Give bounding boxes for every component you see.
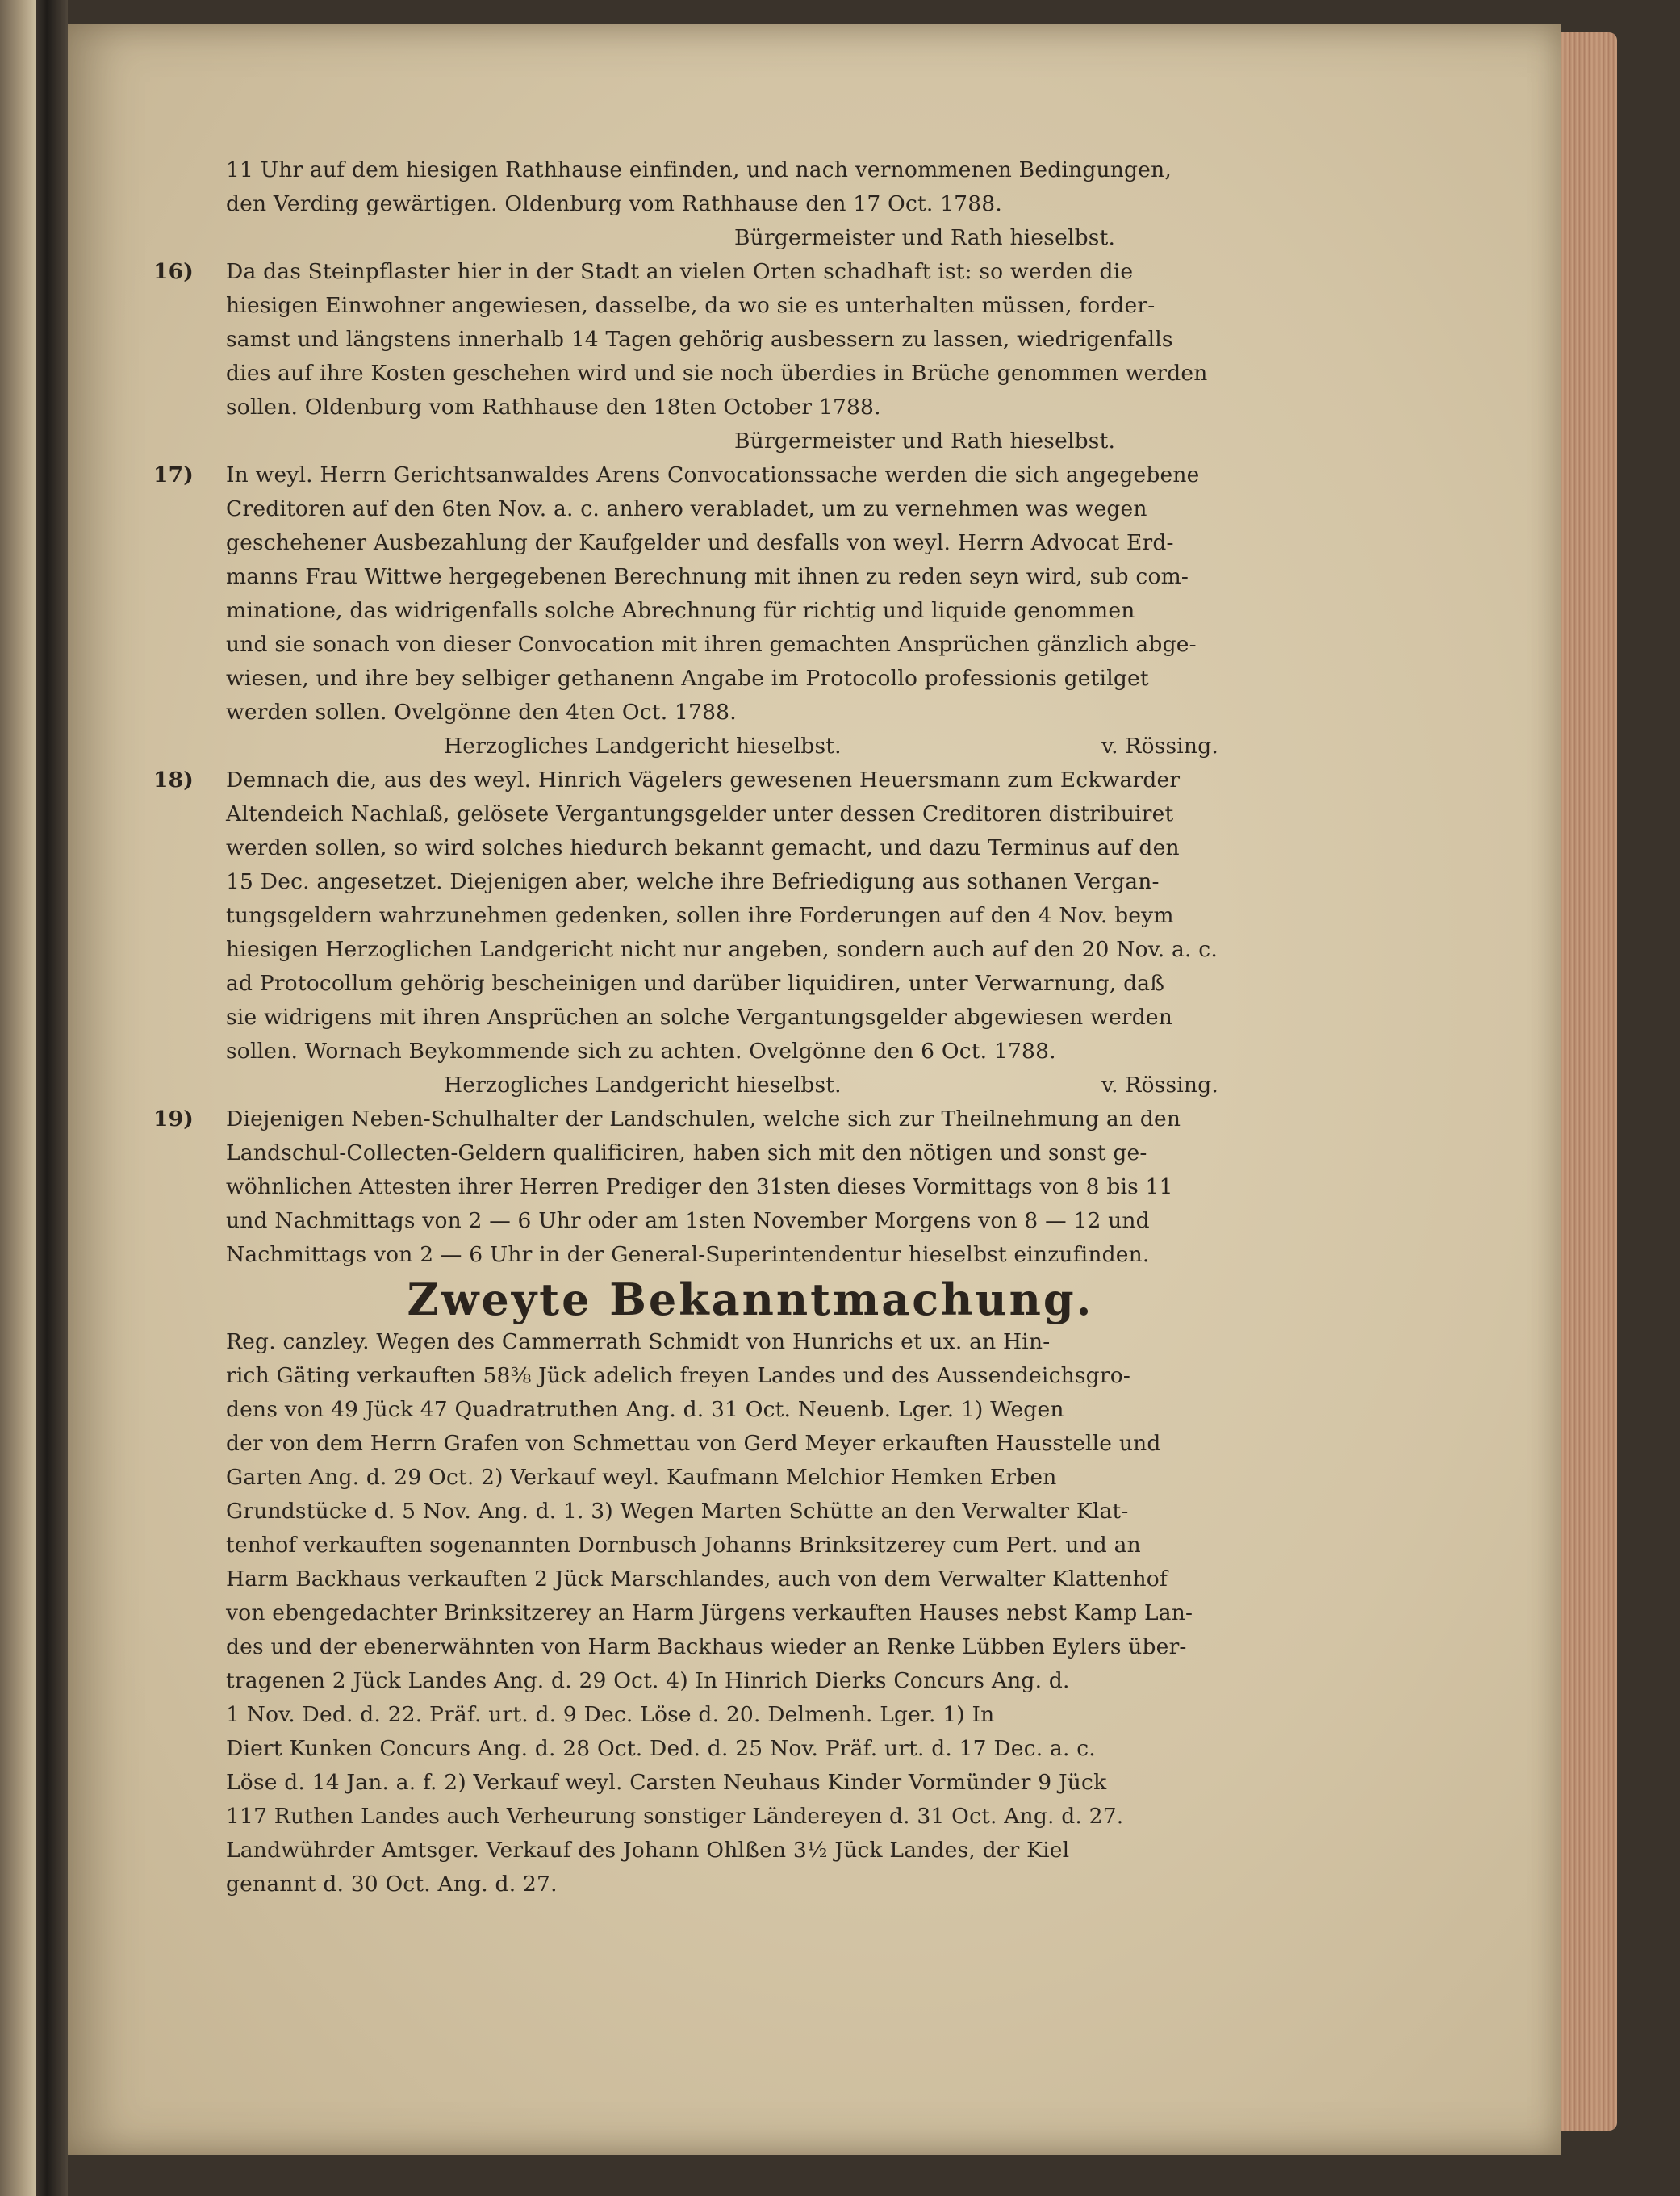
text-line: Garten Ang. d. 29 Oct. 2) Verkauf weyl. Kaufmann Melchior Hemken Erben: [226, 1465, 1057, 1490]
text-line: und sie sonach von dieser Convocation mit ihren gemachten Ansprüchen gänzlich abge-: [226, 632, 1197, 657]
text-line: sie widrigens mit ihren Ansprüchen an solche Vergantungsgelder abgewiesen werden: [226, 1005, 1173, 1030]
text-line: manns Frau Wittwe hergegebenen Berechnung mit ihnen zu reden seyn wird, sub com-: [226, 564, 1189, 589]
signature-line: [153, 1069, 1348, 1102]
line-text: In weyl. Herrn Gerichtsanwaldes Arens Convocationssache werden die sich angegebene: [226, 462, 1200, 487]
text-line: dies auf ihre Kosten geschehen wird und sie noch überdies in Brüche genommen werden: [226, 361, 1208, 386]
text-line: geschehener Ausbezahlung der Kaufgelder und desfalls von weyl. Herrn Advocat Erd-: [226, 530, 1174, 555]
paragraph-number: 17): [153, 462, 194, 487]
text-line: Löse d. 14 Jan. a. f. 2) Verkauf weyl. Carsten Neuhaus Kinder Vormünder 9 Jück: [226, 1770, 1107, 1795]
text-line: genannt d. 30 Oct. Ang. d. 27.: [226, 1872, 558, 1897]
line-text: Demnach die, aus des weyl. Hinrich Vägelers gewesenen Heuersmann zum Eckwarder: [226, 768, 1181, 793]
text-line: dens von 49 Jück 47 Quadratruthen Ang. d. 31 Oct. Neuenb. Lger. 1) Wegen: [226, 1397, 1064, 1422]
text-line: 11 Uhr auf dem hiesigen Rathhause einfinden, und nach vernommenen Bedingungen,: [226, 157, 1172, 182]
text-line: von ebengedachter Brinksitzerey an Harm Jürgens verkauften Hauses nebst Kamp Lan-: [226, 1600, 1193, 1625]
text-line: Nachmittags von 2 — 6 Uhr in der General-Superintendentur hieselbst einzufinden.: [226, 1242, 1150, 1267]
text-line: Creditoren auf den 6ten Nov. a. c. anhero verabladet, um zu vernehmen was wegen: [226, 496, 1147, 521]
text-line: sollen. Wornach Beykommende sich zu achten. Ovelgönne den 6 Oct. 1788.: [226, 1039, 1056, 1064]
text-line: den Verding gewärtigen. Oldenburg vom Rathhause den 17 Oct. 1788.: [226, 191, 1002, 216]
signature-name: v. Rössing.: [1101, 734, 1218, 759]
text-line: des und der ebenerwähnten von Harm Backhaus wieder an Renke Lübben Eylers über-: [226, 1634, 1187, 1659]
text-line: sollen. Oldenburg vom Rathhause den 18ten October 1788.: [226, 395, 881, 420]
text-line: Harm Backhaus verkauften 2 Jück Marschlandes, auch von dem Verwalter Klattenhof: [226, 1566, 1168, 1592]
text-line: Landschul-Collecten-Geldern qualificiren, haben sich mit den nötigen und sonst ge-: [226, 1140, 1147, 1165]
text-line: minatione, das widrigenfalls solche Abrechnung für richtig und liquide genommen: [226, 598, 1135, 623]
text-line: tenhof verkauften sogenannten Dornbusch Johanns Brinksitzerey cum Pert. und an: [226, 1533, 1141, 1558]
facing-page-edge: [0, 0, 36, 2196]
text-line: werden sollen, so wird solches hiedurch bekannt gemacht, und dazu Terminus auf den: [226, 835, 1180, 860]
text-line: Diert Kunken Concurs Ang. d. 28 Oct. Ded. d. 25 Nov. Präf. urt. d. 17 Dec. a. c.: [226, 1736, 1096, 1761]
text-line: hiesigen Herzoglichen Landgericht nicht nur angeben, sondern auch auf den 20 Nov. a. c.: [226, 937, 1218, 962]
text-line: samst und längstens innerhalb 14 Tagen gehörig ausbessern zu lassen, wiedrigenfalls: [226, 327, 1173, 352]
page-text: [153, 153, 1348, 1901]
page-stack-edge: [1561, 32, 1617, 2131]
line-text: Da das Steinpflaster hier in der Stadt an vielen Orten schadhaft ist: so werden die: [226, 259, 1134, 284]
text-line: 15 Dec. angesetzet. Diejenigen aber, welche ihre Befriedigung aus sothanen Vergan-: [226, 869, 1160, 894]
text-line: [153, 458, 1348, 492]
line-text: Diejenigen Neben-Schulhalter der Landschulen, welche sich zur Theilnehmung an den: [226, 1106, 1181, 1131]
text-line: [153, 255, 1348, 289]
text-line: rich Gäting verkauften 58⅜ Jück adelich freyen Landes und des Aussendeichsgro-: [226, 1363, 1131, 1388]
text-line: tragenen 2 Jück Landes Ang. d. 29 Oct. 4) In Hinrich Dierks Concurs Ang. d.: [226, 1668, 1070, 1693]
text-line: Landwührder Amtsger. Verkauf des Johann Ohlßen 3½ Jück Landes, der Kiel: [226, 1838, 1070, 1863]
paragraph-number: 18): [153, 768, 194, 793]
text-line: wiesen, und ihre bey selbiger gethanenn Angabe im Protocollo professionis getilget: [226, 666, 1149, 691]
signature-authority: Herzogliches Landgericht hieselbst.: [444, 1073, 842, 1098]
paragraph-number: 19): [153, 1106, 194, 1131]
text-line: wöhnlichen Attesten ihrer Herren Prediger den 31sten dieses Vormittags von 8 bis 11: [226, 1174, 1173, 1199]
text-line: und Nachmittags von 2 — 6 Uhr oder am 1sten November Morgens von 8 — 12 und: [226, 1208, 1150, 1233]
text-line: der von dem Herrn Grafen von Schmettau von Gerd Meyer erkauften Hausstelle und: [226, 1431, 1161, 1456]
text-line: werden sollen. Ovelgönne den 4ten Oct. 1788.: [226, 700, 737, 725]
signature-line: Bürgermeister und Rath hieselbst.: [734, 225, 1116, 250]
signature-line: [153, 730, 1348, 763]
signature-authority: Herzogliches Landgericht hieselbst.: [444, 734, 842, 759]
text-line: Altendeich Nachlaß, gelösete Vergantungsgelder unter dessen Creditoren distribuiret: [226, 801, 1174, 826]
book-gutter: [36, 0, 68, 2196]
text-line: Reg. canzley. Wegen des Cammerrath Schmidt von Hunrichs et ux. an Hin-: [226, 1329, 1051, 1354]
text-line: ad Protocollum gehörig bescheinigen und darüber liquidiren, unter Verwarnung, daß: [226, 971, 1165, 996]
text-line: 117 Ruthen Landes auch Verheurung sonstiger Ländereyen d. 31 Oct. Ang. d. 27.: [226, 1804, 1124, 1829]
text-line: hiesigen Einwohner angewiesen, dasselbe, da wo sie es unterhalten müssen, forder-: [226, 293, 1156, 318]
paragraph-number: 16): [153, 259, 194, 284]
text-line: [153, 1102, 1348, 1136]
text-line: 1 Nov. Ded. d. 22. Präf. urt. d. 9 Dec. Löse d. 20. Delmenh. Lger. 1) In: [226, 1702, 995, 1727]
text-line: Grundstücke d. 5 Nov. Ang. d. 1. 3) Wegen Marten Schütte an den Verwalter Klat-: [226, 1499, 1129, 1524]
text-line: [153, 763, 1348, 797]
text-line: tungsgeldern wahrzunehmen gedenken, sollen ihre Forderungen auf den 4 Nov. beym: [226, 903, 1174, 928]
section-heading: Zweyte Bekanntmachung.: [407, 1274, 1094, 1325]
signature-line: Bürgermeister und Rath hieselbst.: [734, 429, 1116, 454]
signature-name: v. Rössing.: [1101, 1073, 1218, 1098]
